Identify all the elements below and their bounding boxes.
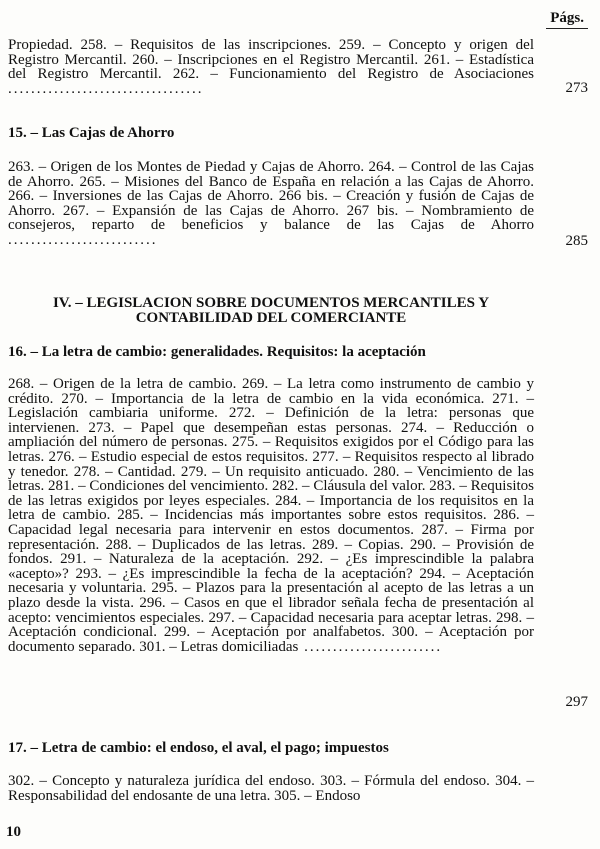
dot-leader: .......................... (8, 231, 158, 248)
page-folio: 10 (6, 824, 21, 840)
part-title (8, 296, 534, 325)
toc-page-number: 285 (565, 233, 588, 249)
dot-leader: ........................ (298, 638, 443, 655)
toc-entry-endoso (8, 774, 534, 803)
part-title-line-2: CONTABILIDAD DEL COMERCIANTE (135, 309, 407, 326)
dot-leader: .................................. (8, 80, 204, 97)
section-heading-17: 17. – Letra de cambio: el endoso, el aval, el pago; impuestos (8, 740, 389, 756)
page-column-header: Págs. (546, 10, 588, 29)
section-heading-16: 16. – La letra de cambio: generalidades. Requisitos: la aceptación (8, 344, 426, 360)
toc-entry-text: 263. – Origen de los Montes de Piedad y Cajas de Ahorro. 264. – Control de las Cajas de Ahorro. 265. – Misiones del Banco de España en relación a las Cajas de Ahorro. 266. – Inversiones de las Cajas de Ahorro. 266 bis. – Creación y fusión de Cajas de Ahorro. 267. – Expansión de las Cajas de Ahorro. 267 bis. – Nombramiento de consejeros, reparto de beneficios y balance de las Cajas de Ahorro (8, 159, 534, 234)
toc-entry-letra-cambio (8, 377, 534, 654)
toc-entry-text: 302. – Concepto y naturaleza jurídica del endoso. 303. – Fórmula del endoso. 304. – Responsabilidad del endosante de una letra. 305. – Endoso (8, 773, 534, 804)
toc-page-number: 297 (565, 694, 588, 710)
section-heading-15: 15. – Las Cajas de Ahorro (8, 125, 175, 141)
toc-entry-cajas (8, 160, 534, 248)
toc-entry-registro (8, 38, 534, 96)
part-title-line-1: IV. – LEGISLACION SOBRE DOCUMENTOS MERCANTILES Y (52, 295, 490, 311)
toc-page-number: 273 (565, 80, 588, 96)
toc-entry-text: 268. – Origen de la letra de cambio. 269. – La letra como instrumento de cambio y crédito. 270. – Importancia de la letra de cambio en la vida económica. 271. – Legislación cambiaria uniforme. 272. – Definición de la letra: personas que intervienen. 273. – Papel que desempeñan estas personas. 274. – Reducción o ampliación del número de personas. 275. – Requisitos exigidos por el Código para las letras. 276. – Estudio especial de estos requisitos. 277. – Requisitos respecto al librado y tenedor. 278. – Cantidad. 279. – Un requisito anticuado. 280. – Vencimiento de las letras. 281. – Condiciones del vencimiento. 282. – Cláusula del valor. 283. – Requisitos de las letras exigidos por leyes especiales. 284. – Importancia de los requisitos en la letra de cambio. 285. – Incidencias más importantes sobre estos requisitos. 286. – Capacidad legal necesaria para intervenir en estos documentos. 287. – Firma por representación. 288. – Duplicados de las letras. 289. – Copias. 290. – Provisión de fondos. 291. – Naturaleza de la aceptación. 292. – ¿Es imprescindible la palabra «acepto»? 293. – ¿Es imprescindible la fecha de la aceptación? 294. – Aceptación necesaria y voluntaria. 295. – Plazos para la presentación al acepto de las letras a un plazo desde la vista. 296. – Casos en que el librador señala fecha de presentación al acepto: vencimientos especiales. 297. – Capacidad necesaria para aceptar letras. 298. – Aceptación condicional. 299. – Aceptación por analfabetos. 300. – Aceptación por documento separado. 301. – Letras domiciliadas (8, 376, 534, 655)
toc-entry-text: Propiedad. 258. – Requisitos de las inscripciones. 259. – Concepto y origen del Registro Mercantil. 260. – Inscripciones en el Registro Mercantil. 261. – Estadística del Registro Mercantil. 262. – Funcionamiento del Registro de Asociaciones (8, 37, 534, 83)
